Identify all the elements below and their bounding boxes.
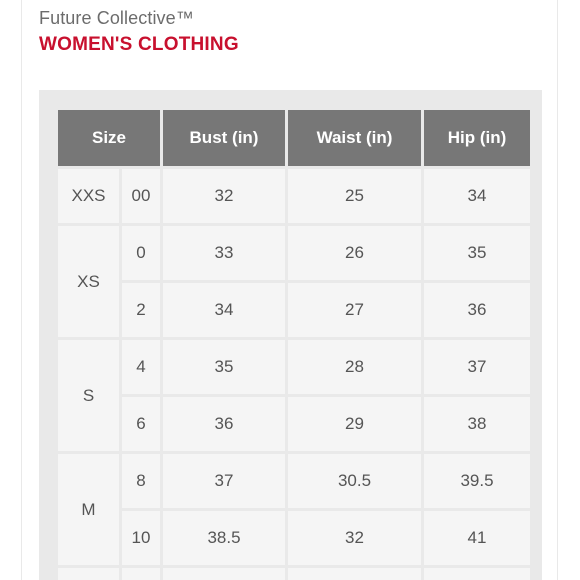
numeric-size-cell: 00 [122, 169, 160, 223]
bust-cell: 32 [163, 169, 285, 223]
size-letter-cell: S [58, 340, 119, 451]
numeric-size-cell: 2 [122, 283, 160, 337]
size-letter-cell: M [58, 454, 119, 565]
page-border-left [21, 0, 22, 580]
brand-name: Future Collective™ [39, 8, 194, 28]
numeric-size-cell: 10 [122, 511, 160, 565]
waist-cell: 32 [288, 511, 421, 565]
empty-cell [288, 568, 421, 580]
bust-cell: 37 [163, 454, 285, 508]
hip-cell: 41 [424, 511, 530, 565]
size-letter-cell: XXS [58, 169, 119, 223]
waist-cell: 29 [288, 397, 421, 451]
table-row [58, 454, 530, 508]
empty-cell [58, 568, 119, 580]
waist-cell: 26 [288, 226, 421, 280]
numeric-size-cell: 8 [122, 454, 160, 508]
numeric-size-cell: 0 [122, 226, 160, 280]
bust-cell: 34 [163, 283, 285, 337]
column-header-hip: Hip (in) [424, 110, 530, 166]
numeric-size-cell: 4 [122, 340, 160, 394]
hip-cell: 36 [424, 283, 530, 337]
table-row [58, 226, 530, 280]
waist-cell: 25 [288, 169, 421, 223]
table-row [58, 169, 530, 223]
hip-cell: 38 [424, 397, 530, 451]
hip-cell: 39.5 [424, 454, 530, 508]
page-border-right [557, 0, 558, 580]
category-title: WOMEN'S CLOTHING [39, 34, 239, 55]
column-header-waist: Waist (in) [288, 110, 421, 166]
hip-cell: 35 [424, 226, 530, 280]
empty-cell [424, 568, 530, 580]
table-row [58, 397, 530, 451]
empty-cell [122, 568, 160, 580]
column-header-size: Size [58, 110, 160, 166]
empty-cell [163, 568, 285, 580]
bust-cell: 33 [163, 226, 285, 280]
hip-cell: 37 [424, 340, 530, 394]
waist-cell: 30.5 [288, 454, 421, 508]
numeric-size-cell: 6 [122, 397, 160, 451]
table-row-partial [58, 568, 530, 580]
bust-cell: 36 [163, 397, 285, 451]
column-header-bust: Bust (in) [163, 110, 285, 166]
waist-cell: 27 [288, 283, 421, 337]
hip-cell: 34 [424, 169, 530, 223]
table-row [58, 340, 530, 394]
size-chart-table [55, 107, 533, 580]
table-header-row [58, 110, 530, 166]
bust-cell: 38.5 [163, 511, 285, 565]
table-row [58, 511, 530, 565]
bust-cell: 35 [163, 340, 285, 394]
size-letter-cell: XS [58, 226, 119, 337]
table-row [58, 283, 530, 337]
waist-cell: 28 [288, 340, 421, 394]
